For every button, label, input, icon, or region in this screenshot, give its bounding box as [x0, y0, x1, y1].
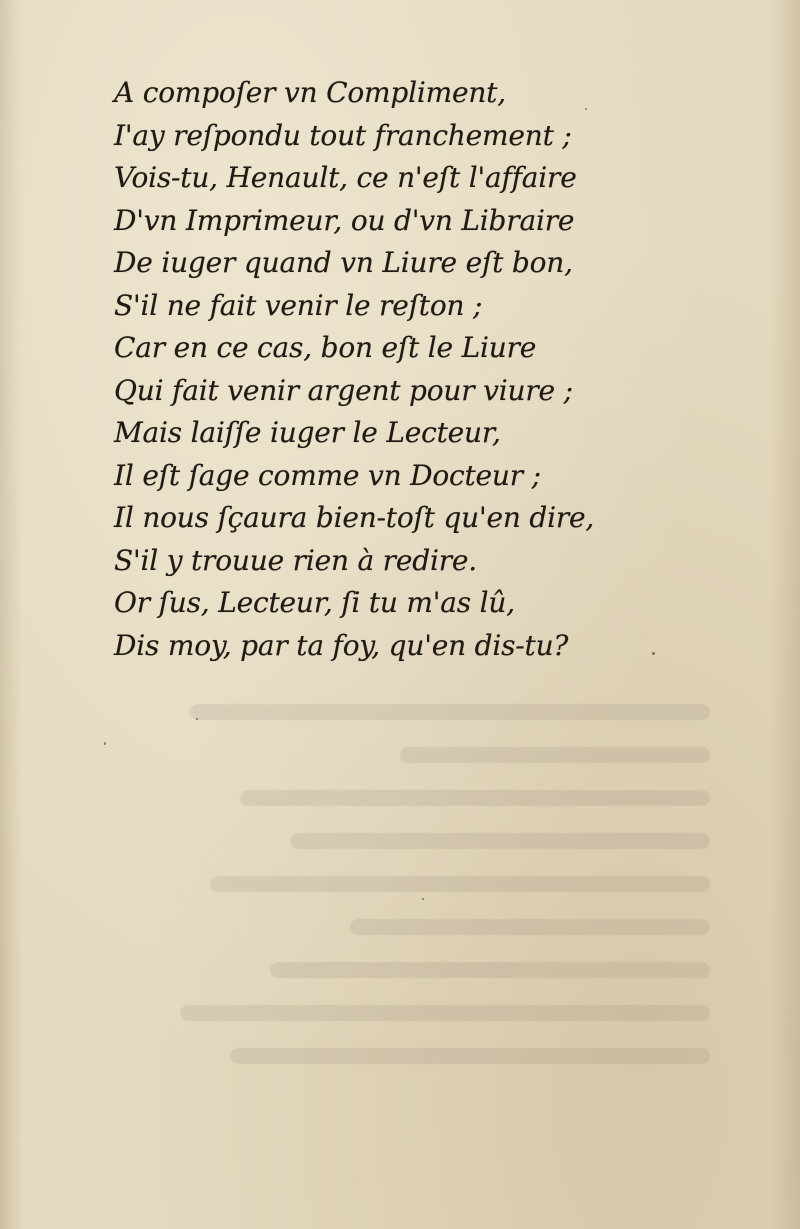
verse-line: S'il y trouue rien à redire.: [114, 543, 477, 577]
paper-speck: [585, 108, 587, 110]
verse-line: De iuger quand vn Liure eſt bon,: [114, 246, 573, 279]
verse-line: Car en ce cas, bon eſt le Liure: [114, 331, 537, 364]
poem: [114, 72, 674, 667]
verse-line: Dis moy, par ta foy, qu'en dis-tu?: [114, 628, 569, 662]
paper-speck: [196, 718, 198, 720]
paper-speck: [104, 742, 106, 745]
verse-line: I'ay reſpondu tout franchement ;: [114, 118, 572, 152]
paper-speck: [652, 652, 655, 655]
verse-line: Il nous ſçaura bien-toſt qu'en dire,: [114, 501, 595, 534]
verse-line: D'vn Imprimeur, ou d'vn Libraire: [114, 203, 575, 237]
verse-line: Mais laiſſe iuger le Lecteur,: [114, 416, 501, 449]
verse-line: A compoſer vn Compliment,: [114, 76, 506, 109]
paper-speck: [422, 898, 424, 900]
verse-line: Il eſt ſage comme vn Docteur ;: [114, 458, 541, 492]
verse-line: Vois-tu, Henault, ce n'eſt l'affaire: [114, 161, 577, 194]
verse-line: S'il ne fait venir le reſton ;: [114, 288, 483, 322]
verse-line: Or ſus, Lecteur, ſi tu m'as lû,: [114, 586, 515, 619]
verse-line: Qui fait venir argent pour viure ;: [114, 373, 573, 407]
show-through-text: [110, 690, 710, 1110]
